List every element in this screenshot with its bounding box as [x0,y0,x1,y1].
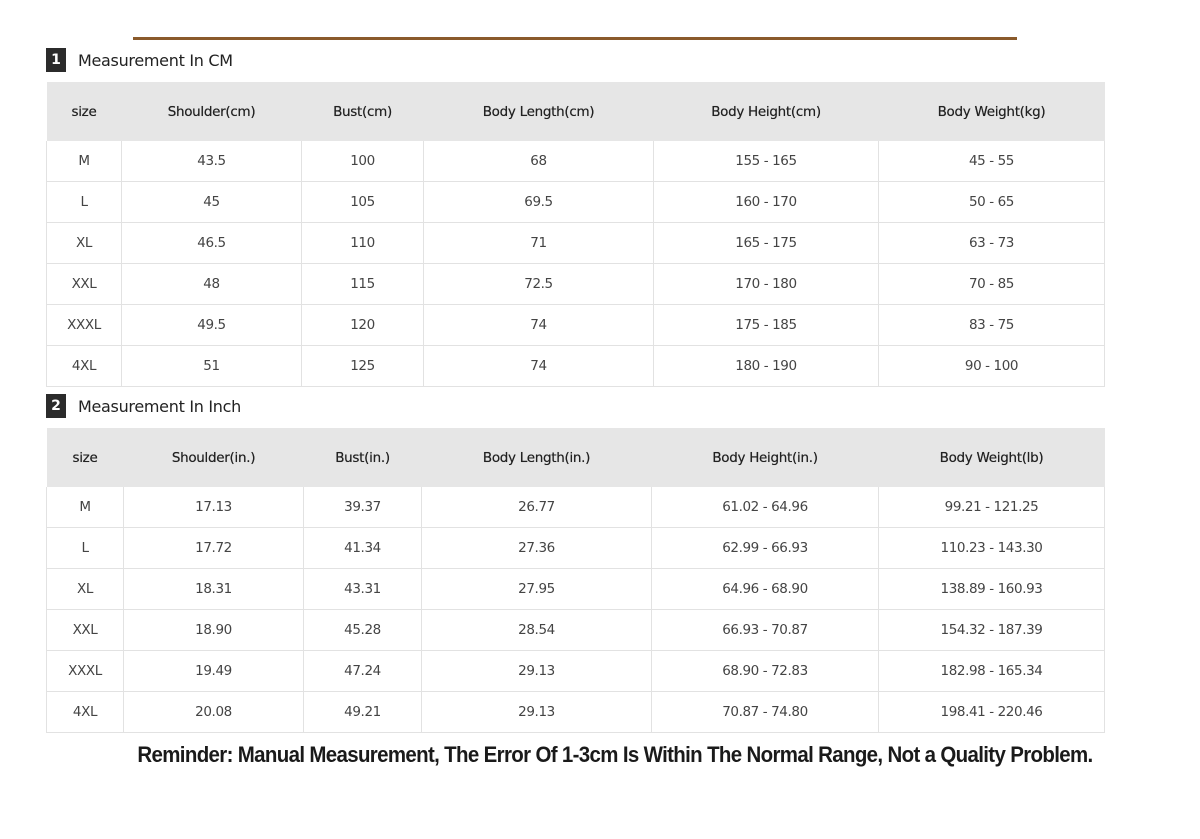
column-header-bust: Bust(in.) [304,428,422,487]
column-header-shoulder: Shoulder(in.) [124,428,304,487]
column-header-body-length: Body Length(cm) [424,82,654,141]
cell-body-height: 170 - 180 [654,264,879,305]
cell-shoulder: 17.13 [124,487,304,528]
cell-shoulder: 17.72 [124,528,304,569]
table-row [47,346,1105,387]
section-heading-inch [46,393,241,419]
cell-body-length: 27.36 [422,528,652,569]
cell-body-length: 72.5 [424,264,654,305]
cell-body-height: 61.02 - 64.96 [652,487,879,528]
cell-size: L [47,182,122,223]
cell-body-weight: 110.23 - 143.30 [879,528,1105,569]
table-header-row [47,82,1105,141]
cell-body-height: 70.87 - 74.80 [652,692,879,733]
cell-bust: 49.21 [304,692,422,733]
cell-body-height: 64.96 - 68.90 [652,569,879,610]
table-row [47,610,1105,651]
cell-body-height: 66.93 - 70.87 [652,610,879,651]
column-header-size: size [47,428,124,487]
column-header-body-height: Body Height(cm) [654,82,879,141]
cell-bust: 45.28 [304,610,422,651]
cell-bust: 120 [302,305,424,346]
cell-body-weight: 63 - 73 [879,223,1105,264]
cell-size: 4XL [47,346,122,387]
cell-body-weight: 138.89 - 160.93 [879,569,1105,610]
cell-body-height: 175 - 185 [654,305,879,346]
top-divider [133,37,1017,40]
cell-bust: 105 [302,182,424,223]
section-title: Measurement In CM [78,50,233,70]
cell-bust: 125 [302,346,424,387]
column-header-body-height: Body Height(in.) [652,428,879,487]
cell-shoulder: 45 [122,182,302,223]
cell-body-weight: 154.32 - 187.39 [879,610,1105,651]
cell-bust: 43.31 [304,569,422,610]
cell-size: 4XL [47,692,124,733]
cell-shoulder: 48 [122,264,302,305]
cell-body-height: 68.90 - 72.83 [652,651,879,692]
section-title: Measurement In Inch [78,396,241,416]
cell-bust: 115 [302,264,424,305]
cell-bust: 47.24 [304,651,422,692]
cell-body-weight: 83 - 75 [879,305,1105,346]
column-header-size: size [47,82,122,141]
cell-size: XXL [47,610,124,651]
cell-body-length: 29.13 [422,692,652,733]
table-row [47,651,1105,692]
table-row [47,487,1105,528]
cell-body-height: 62.99 - 66.93 [652,528,879,569]
cell-body-length: 74 [424,346,654,387]
table-row [47,223,1105,264]
cell-body-weight: 182.98 - 165.34 [879,651,1105,692]
table-header-row [47,428,1105,487]
cell-body-weight: 45 - 55 [879,141,1105,182]
cell-bust: 39.37 [304,487,422,528]
cell-body-weight: 50 - 65 [879,182,1105,223]
cell-body-height: 180 - 190 [654,346,879,387]
cell-shoulder: 18.31 [124,569,304,610]
cell-body-height: 165 - 175 [654,223,879,264]
column-header-shoulder: Shoulder(cm) [122,82,302,141]
reminder-note: Reminder: Manual Measurement, The Error Of 1-3cm Is Within The Normal Range, Not a Quality Problem. [137,742,1093,767]
cell-body-weight: 70 - 85 [879,264,1105,305]
cell-shoulder: 43.5 [122,141,302,182]
cell-bust: 41.34 [304,528,422,569]
cell-body-length: 74 [424,305,654,346]
section-number-badge: 2 [46,394,66,418]
size-table-inch [46,428,1105,733]
cell-shoulder: 51 [122,346,302,387]
cell-bust: 100 [302,141,424,182]
table-row [47,692,1105,733]
cell-body-weight: 198.41 - 220.46 [879,692,1105,733]
cell-body-height: 160 - 170 [654,182,879,223]
column-header-body-length: Body Length(in.) [422,428,652,487]
column-header-body-weight: Body Weight(lb) [879,428,1105,487]
cell-body-length: 69.5 [424,182,654,223]
cell-body-length: 26.77 [422,487,652,528]
column-header-bust: Bust(cm) [302,82,424,141]
table-row [47,264,1105,305]
cell-size: XL [47,569,124,610]
table-row [47,141,1105,182]
cell-bust: 110 [302,223,424,264]
cell-body-length: 29.13 [422,651,652,692]
cell-size: XL [47,223,122,264]
cell-size: XXL [47,264,122,305]
cell-body-weight: 99.21 - 121.25 [879,487,1105,528]
cell-shoulder: 49.5 [122,305,302,346]
section-number-badge: 1 [46,48,66,72]
cell-body-length: 27.95 [422,569,652,610]
cell-body-length: 28.54 [422,610,652,651]
section-heading-cm [46,47,233,73]
table-row [47,528,1105,569]
table-row [47,305,1105,346]
size-table-cm [46,82,1105,387]
cell-body-weight: 90 - 100 [879,346,1105,387]
cell-shoulder: 19.49 [124,651,304,692]
table-row [47,182,1105,223]
cell-shoulder: 18.90 [124,610,304,651]
cell-size: XXXL [47,305,122,346]
cell-shoulder: 46.5 [122,223,302,264]
cell-shoulder: 20.08 [124,692,304,733]
cell-body-length: 71 [424,223,654,264]
table-row [47,569,1105,610]
cell-size: M [47,141,122,182]
cell-size: XXXL [47,651,124,692]
column-header-body-weight: Body Weight(kg) [879,82,1105,141]
cell-size: M [47,487,124,528]
cell-size: L [47,528,124,569]
cell-body-length: 68 [424,141,654,182]
cell-body-height: 155 - 165 [654,141,879,182]
